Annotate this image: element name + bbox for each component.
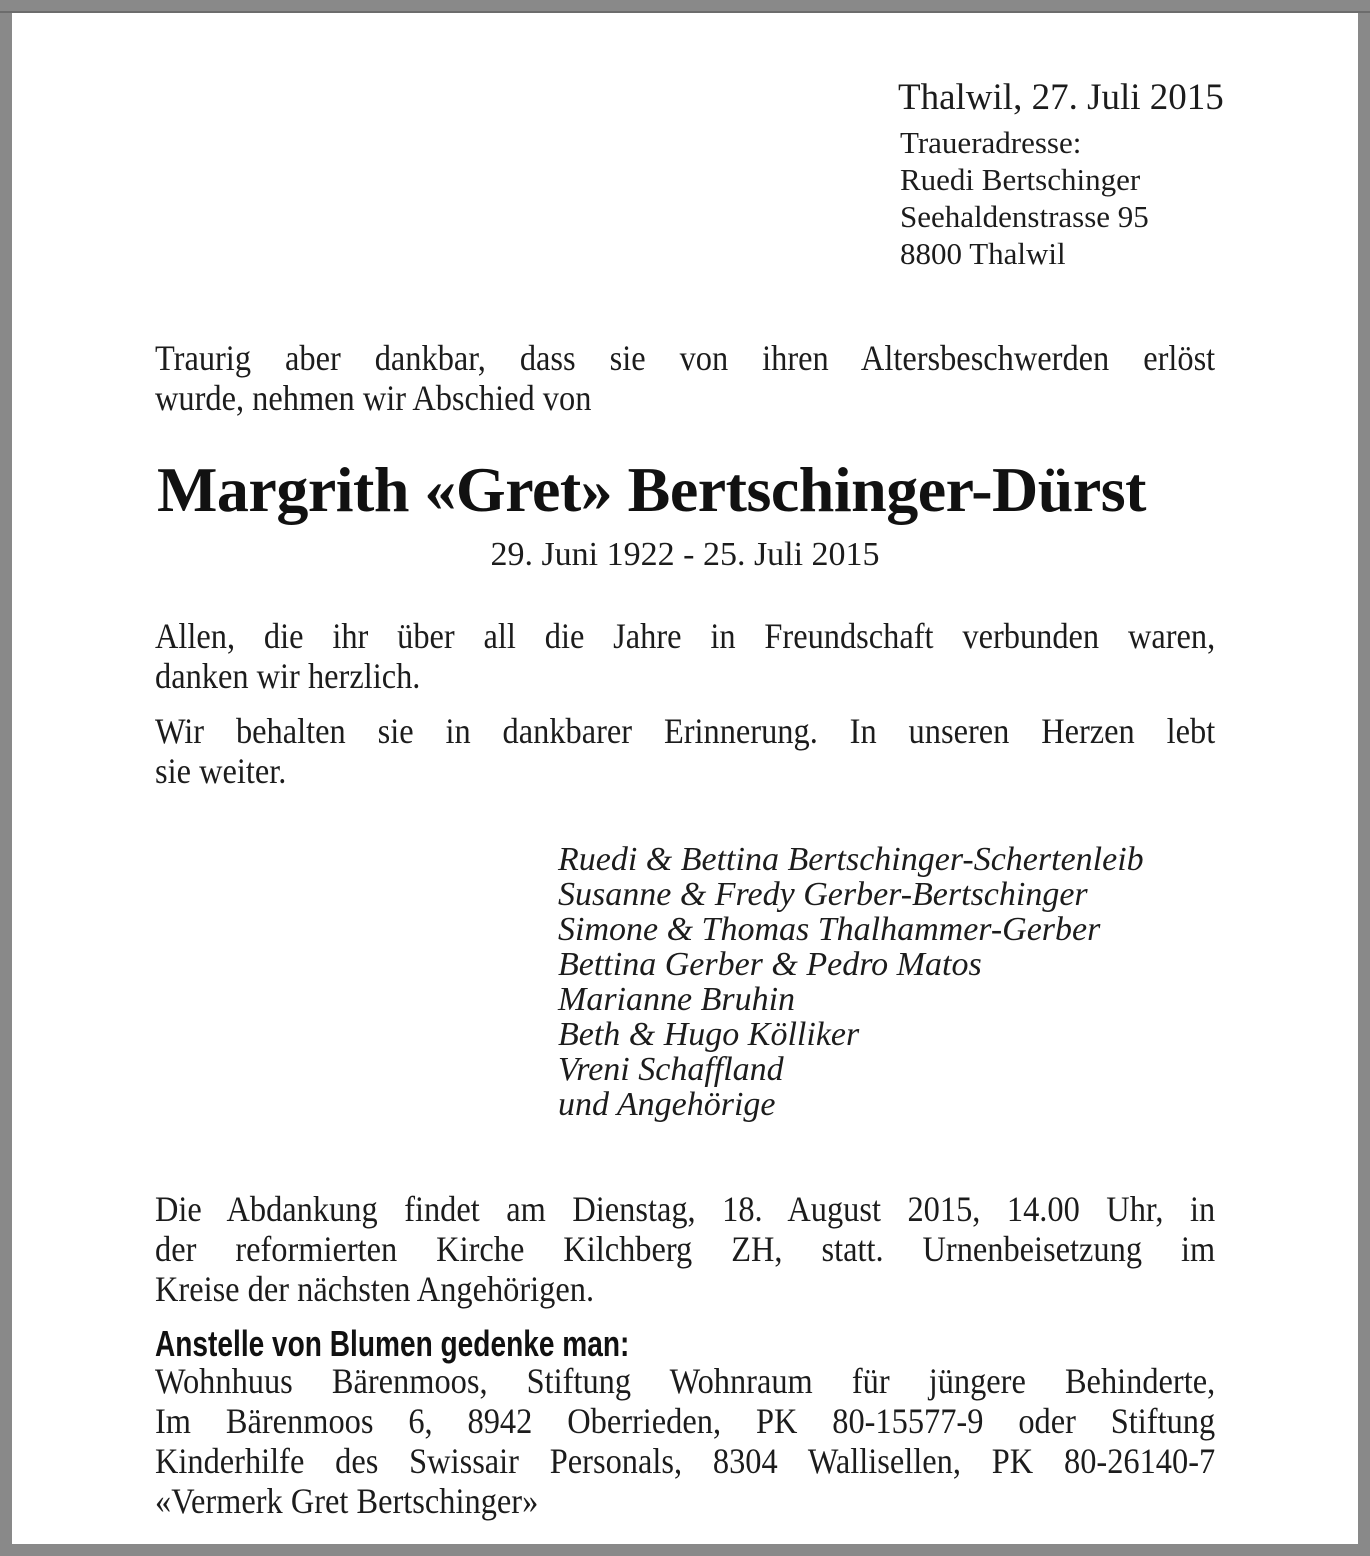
donations-line: «Vermerk Gret Bertschinger» xyxy=(155,1481,539,1521)
thanks-line: danken wir herzlich. xyxy=(155,656,421,696)
service-line: Kreise der nächsten Angehörigen. xyxy=(155,1269,595,1309)
mourning-address-label: Traueradresse: xyxy=(900,125,1082,160)
mourner-name: und Angehörige xyxy=(558,1086,776,1123)
life-dates: 29. Juni 1922 - 25. Juli 2015 xyxy=(490,536,880,573)
mourner-name: Marianne Bruhin xyxy=(558,981,796,1018)
donations-line: Im Bärenmoos 6, 8942 Oberrieden, PK 80-15577-9 oder Stiftung xyxy=(155,1401,1216,1441)
mourner-name: Bettina Gerber & Pedro Matos xyxy=(558,946,982,983)
intro-line: Traurig aber dankbar, dass sie von ihren Altersbeschwerden erlöst xyxy=(155,338,1216,378)
mourner-name: Vreni Schaffland xyxy=(558,1051,784,1088)
donations-heading: Anstelle von Blumen gedenke man: xyxy=(155,1323,630,1364)
service-line: der reformierten Kirche Kilchberg ZH, statt. Urnenbeisetzung im xyxy=(155,1229,1216,1269)
remembrance-line: Wir behalten sie in dankbarer Erinnerung. In unseren Herzen lebt xyxy=(155,711,1216,751)
mourner-name: Simone & Thomas Thalhammer-Gerber xyxy=(558,911,1101,948)
remembrance-paragraph xyxy=(155,711,1215,791)
deceased-name: Margrith «Gret» Bertschinger-Dürst xyxy=(157,454,1146,525)
mourners-list xyxy=(558,842,1144,1122)
mourner-name: Ruedi & Bettina Bertschinger-Schertenleib xyxy=(558,841,1144,878)
remembrance-line: sie weiter. xyxy=(155,751,287,791)
mourning-address-line: 8800 Thalwil xyxy=(900,236,1066,271)
mourning-address-line: Seehaldenstrasse 95 xyxy=(900,199,1149,234)
thanks-paragraph xyxy=(155,616,1215,696)
donations-paragraph xyxy=(155,1361,1215,1521)
service-paragraph xyxy=(155,1189,1215,1309)
mourner-name: Beth & Hugo Kölliker xyxy=(558,1016,860,1053)
thanks-line: Allen, die ihr über all die Jahre in Freundschaft verbunden waren, xyxy=(155,616,1216,656)
mourning-address-line: Ruedi Bertschinger xyxy=(900,162,1141,197)
service-line: Die Abdankung findet am Dienstag, 18. August 2015, 14.00 Uhr, in xyxy=(155,1189,1216,1229)
dateline: Thalwil, 27. Juli 2015 xyxy=(898,77,1224,118)
mourner-name: Susanne & Fredy Gerber-Bertschinger xyxy=(558,876,1088,913)
donations-line: Wohnhuus Bärenmoos, Stiftung Wohnraum für jüngere Behinderte, xyxy=(155,1361,1216,1401)
intro-line: wurde, nehmen wir Abschied von xyxy=(155,378,592,418)
intro-paragraph xyxy=(155,338,1215,418)
donations-line: Kinderhilfe des Swissair Personals, 8304 Wallisellen, PK 80-26140-7 xyxy=(155,1441,1216,1481)
